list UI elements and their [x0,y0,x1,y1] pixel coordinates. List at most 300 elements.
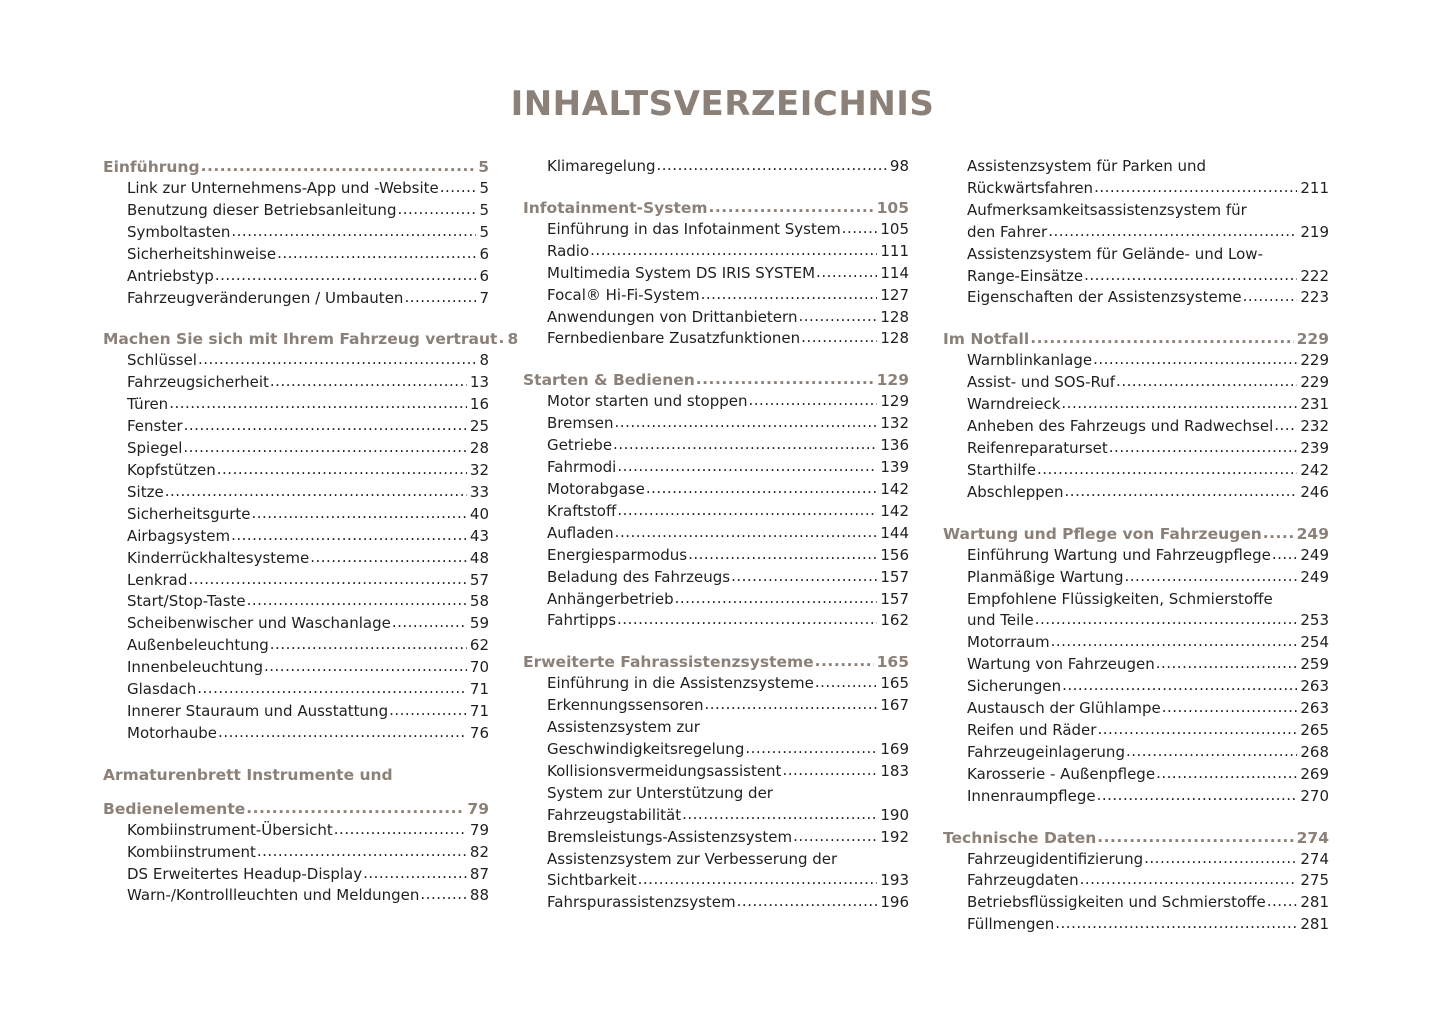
toc-section-page: 129 [876,371,909,390]
toc-entry-page: 6 [479,244,489,263]
toc-entry-label: Rückwärtsfahren [967,178,1094,197]
toc-entry[interactable] [523,156,909,178]
toc-entry-label: Einführung in das Infotainment System [547,219,841,238]
toc-entry-label: Fahrmodi [547,458,617,477]
toc-entry[interactable] [523,501,909,523]
toc-entry[interactable] [943,287,1329,309]
toc-entry-page: 232 [1300,417,1329,436]
dot-leader [1243,286,1298,308]
toc-entry-page: 196 [880,893,909,912]
toc-entry[interactable] [523,413,909,435]
toc-section-heading[interactable] [523,359,909,391]
toc-entry-label: Einführung Wartung und Fahrzeugpflege [967,545,1271,564]
toc-section-heading[interactable] [523,641,909,673]
toc-entry-page: 263 [1300,677,1329,696]
toc-entry-page: 231 [1300,395,1329,414]
dot-leader [782,760,877,782]
toc-entry-label: Kinderrückhaltesysteme [127,548,310,567]
toc-entry-page: 142 [880,479,909,498]
toc-entry-label: Reifen und Räder [967,720,1097,739]
toc-entry[interactable] [103,222,489,244]
toc-entry[interactable] [523,827,909,849]
toc-entry[interactable] [943,394,1329,416]
toc-entry[interactable] [523,695,909,717]
toc-section-page: 229 [1296,330,1329,349]
toc-entry[interactable] [103,864,489,886]
toc-entry-page: 157 [880,589,909,608]
dot-leader [1156,763,1297,785]
toc-entry-page: 48 [469,548,489,567]
toc-entry-label: Innenbeleuchtung [127,658,263,677]
toc-entry-label: Kombiinstrument [127,842,256,861]
toc-entry-last-line [547,739,909,761]
toc-section-page: 105 [876,198,909,217]
toc-entry-last-line [547,805,909,827]
toc-entry[interactable] [943,870,1329,892]
toc-section [523,641,909,914]
toc-section-title: Technische Daten [943,828,1097,847]
toc-entry-label: Geschwindigkeitsregelung [547,740,745,759]
toc-entry-label: Motorhaube [127,723,218,742]
toc-entry[interactable] [103,570,489,592]
dot-leader [231,525,467,547]
toc-entry-page: 79 [469,820,489,839]
toc-entry-page: 5 [479,200,489,219]
toc-entry[interactable] [943,786,1329,808]
toc-entry-page: 169 [880,740,909,759]
toc-entry-page: 242 [1300,460,1329,479]
toc-entry-page: 142 [880,501,909,520]
toc-entry[interactable] [523,457,909,479]
toc-entry-page: 190 [880,805,909,824]
toc-entry-page: 58 [469,592,489,611]
toc-section-title: Erweiterte Fahrassistenzsysteme [523,653,814,672]
toc-entry-last-line [967,610,1329,632]
dot-leader [1097,826,1293,848]
dot-leader [498,327,504,349]
toc-entry-page: 165 [880,674,909,693]
toc-entry[interactable] [523,391,909,413]
dot-leader [1156,653,1298,675]
toc-section-page: 249 [1296,524,1329,543]
toc-entry[interactable] [103,266,489,288]
toc-entry[interactable] [103,548,489,570]
toc-entry-page: 136 [880,436,909,455]
toc-entry-page: 105 [880,219,909,238]
toc-entry-label: Multimedia System DS IRIS SYSTEM [547,263,816,282]
toc-entry-label: Schlüssel [127,351,197,370]
dot-leader [696,368,874,390]
dot-leader [590,240,877,262]
toc-entry-page: 274 [1300,849,1329,868]
toc-entry[interactable] [943,438,1329,460]
toc-entry[interactable] [943,764,1329,786]
dot-leader [246,797,464,819]
dot-leader [363,863,467,885]
dot-leader [1051,631,1298,653]
toc-entry-label-line-1: Assistenzsystem für Gelände- und Low- [967,244,1263,263]
toc-section [523,359,909,632]
toc-entry[interactable] [103,416,489,438]
toc-entry-page: 127 [880,285,909,304]
toc-entry[interactable] [103,591,489,613]
toc-entry-label: Aufladen [547,523,614,542]
toc-entry-page: 88 [469,886,489,905]
toc-entry[interactable] [103,679,489,701]
toc-entry[interactable] [103,372,489,394]
toc-entry[interactable] [523,673,909,695]
dot-leader [397,199,476,221]
toc-entry-label: Anwendungen von Drittanbietern [547,307,798,326]
toc-entry[interactable] [103,438,489,460]
dot-leader [270,634,467,656]
toc-entry-label: Fahrspurassistenzsystem [547,893,736,912]
toc-entry[interactable] [943,632,1329,654]
toc-entry-page: 249 [1300,545,1329,564]
dot-leader [1097,785,1298,807]
dot-leader [334,819,467,841]
toc-entry-page: 57 [469,570,489,589]
toc-entry[interactable] [103,350,489,372]
toc-entry-label: Range-Einsätze [967,266,1084,285]
toc-entry-label: Starthilfe [967,460,1036,479]
toc-entry-page: 132 [880,414,909,433]
toc-section-page: 5 [478,158,489,176]
toc-entry-label: Beladung des Fahrzeugs [547,567,731,586]
toc-entry-label: Sitze [127,482,164,501]
toc-entry[interactable] [523,479,909,501]
toc-section-heading[interactable] [103,318,519,350]
toc-entry[interactable] [523,219,909,241]
toc-entry-page: 71 [469,680,489,699]
toc-entry[interactable] [103,460,489,482]
toc-entry-page: 7 [479,288,489,307]
dot-leader [270,371,467,393]
toc-entry-label: Fahrzeugidentifizierung [967,849,1144,868]
dot-leader [1263,522,1294,544]
dot-leader [737,891,878,913]
dot-leader [257,841,467,863]
dot-leader [657,155,887,177]
toc-column-2 [523,156,909,923]
toc-entry-label: Warndreieck [967,395,1061,414]
toc-entry[interactable] [943,200,1329,244]
dot-leader [184,415,467,437]
toc-section [103,318,519,744]
toc-entry[interactable] [103,482,489,504]
dot-leader [277,243,476,265]
toc-entry[interactable] [523,849,909,893]
toc-entry-last-line [547,870,909,892]
toc-entry[interactable] [103,842,489,864]
toc-section-page: 165 [876,653,909,672]
dot-leader [615,412,878,434]
toc-entry-page: 32 [469,460,489,479]
toc-entry[interactable] [943,545,1329,567]
toc-entry[interactable] [523,435,909,457]
toc-entry-label: Füllmengen [967,915,1055,934]
dot-leader [1116,371,1297,393]
toc-entry-page: 265 [1300,720,1329,739]
toc-entry[interactable] [943,654,1329,676]
toc-entry-label: Innenraumpflege [967,786,1096,805]
dot-leader [709,196,874,218]
toc-entry-label: Reifenreparaturset [967,438,1108,457]
toc-entry-label: Fahrzeugsicherheit [127,373,269,392]
toc-entry-page: 6 [479,266,489,285]
toc-entry-label: Betriebsflüssigkeiten und Schmierstoffe [967,893,1266,912]
toc-section-page: 8 [507,330,519,349]
toc-entry[interactable] [943,742,1329,764]
toc-entry-page: 139 [880,458,909,477]
dot-leader [1065,481,1298,503]
toc-entry[interactable] [523,328,909,350]
toc-entry-label: Anhängerbetrieb [547,589,674,608]
toc-entry-label: Bremsleistungs-Assistenzsystem [547,827,793,846]
dot-leader [1062,675,1297,697]
dot-leader [404,287,476,309]
toc-entry[interactable] [523,783,909,827]
dot-leader [198,349,476,371]
dot-leader [264,656,467,678]
toc-entry[interactable] [523,241,909,263]
dot-leader [1061,393,1297,415]
toc-entry-label: den Fahrer [967,222,1048,241]
toc-entry-page: 219 [1300,222,1329,241]
toc-entry-label: Kombiinstrument-Übersicht [127,820,333,839]
toc-entry-label: Bremsen [547,414,614,433]
dot-leader [218,722,467,744]
toc-entry[interactable] [943,482,1329,504]
toc-entry-label: Karosserie - Außenpflege [967,764,1156,783]
toc-entry[interactable] [103,820,489,842]
toc-section-title: Wartung und Pflege von Fahrzeugen [943,524,1262,543]
toc-section-heading[interactable] [943,513,1329,545]
dot-leader [1125,566,1298,588]
toc-entry[interactable] [943,892,1329,914]
toc-entry[interactable] [103,701,489,723]
toc-entry-page: 249 [1300,567,1329,586]
dot-leader [675,588,878,610]
toc-entry[interactable] [103,394,489,416]
toc-entry-page: 268 [1300,742,1329,761]
toc-entry-label-line-1: Assistenzsystem zur Verbesserung der [547,849,838,868]
toc-entry-page: 222 [1300,266,1329,285]
toc-entry[interactable] [523,761,909,783]
toc-entry-label: Fahrtipps [547,611,617,630]
toc-section [103,754,489,908]
toc-entry[interactable] [523,523,909,545]
toc-entry[interactable] [943,676,1329,698]
toc-entry-page: 33 [469,482,489,501]
toc-entry-label: Einführung in die Assistenzsysteme [547,674,814,693]
toc-entry[interactable] [523,263,909,285]
toc-entry-page: 13 [469,373,489,392]
toc-section-heading[interactable] [943,318,1329,350]
dot-leader [1048,221,1297,243]
dot-leader [1109,437,1298,459]
toc-section-heading[interactable] [523,187,909,219]
toc-entry[interactable] [103,657,489,679]
toc-entry-label-line-1: System zur Unterstützung der [547,783,773,802]
toc-entry-page: 157 [880,567,909,586]
toc-entry-page: 16 [469,395,489,414]
toc-entry-last-line [967,222,1329,244]
toc-entry[interactable] [103,200,489,222]
toc-section [943,318,1329,503]
toc-entry[interactable] [103,885,489,907]
dot-leader [638,869,878,891]
toc-section-heading[interactable] [103,798,489,820]
toc-entry[interactable] [523,567,909,589]
toc-entry-label: Klimaregelung [547,157,656,175]
toc-entry[interactable] [523,892,909,914]
toc-entry-page: 28 [469,439,489,458]
toc-section-title: Starten & Bedienen [523,371,695,390]
dot-leader [188,569,467,591]
dot-leader [165,481,467,503]
dot-leader [815,650,874,672]
dot-leader [183,437,467,459]
toc-entry-last-line [967,178,1329,200]
toc-entry[interactable] [523,545,909,567]
dot-leader [815,672,877,694]
toc-entry-label: und Teile [967,611,1034,630]
dot-leader [731,566,877,588]
toc-entry-page: 71 [469,701,489,720]
toc-entry-label: Fahrzeugeinlagerung [967,742,1125,761]
toc-entry-label: Türen [127,395,169,414]
toc-entry-label: Fahrzeugveränderungen / Umbauten [127,288,404,307]
toc-entry-page: 144 [880,523,909,542]
toc-entry[interactable] [103,635,489,657]
toc-entry[interactable] [943,244,1329,288]
toc-section-title: Im Notfall [943,330,1030,349]
dot-leader [440,177,477,199]
dot-leader [1097,719,1297,741]
toc-continued-entries [943,156,1329,309]
toc-entry[interactable] [103,288,489,310]
toc-entry[interactable] [943,416,1329,438]
toc-entry[interactable] [943,372,1329,394]
dot-leader [1274,415,1297,437]
toc-section-title: Infotainment-System [523,198,708,217]
toc-entry-label: Innerer Stauraum und Ausstattung [127,701,389,720]
toc-entry-label: Fahrzeugstabilität [547,805,682,824]
toc-entry-page: 253 [1300,611,1329,630]
dot-leader [217,459,467,481]
toc-entry-label: Antriebstyp [127,266,214,285]
toc-continued-entries [523,156,909,178]
dot-leader [617,456,877,478]
dot-leader [1055,913,1297,935]
dot-leader [617,500,877,522]
toc-entry-label: Motor starten und stoppen [547,392,748,411]
toc-entry[interactable] [523,717,909,761]
toc-section-title: Einführung [103,158,200,176]
dot-leader [816,262,877,284]
toc-entry-page: 275 [1300,871,1329,890]
toc-entry-page: 229 [1300,351,1329,370]
toc-entry[interactable] [103,244,489,266]
dot-leader [1093,349,1297,371]
dot-leader [247,590,467,612]
dot-leader [310,547,467,569]
toc-entry[interactable] [943,567,1329,589]
dot-leader [793,826,877,848]
toc-entry[interactable] [943,698,1329,720]
toc-entry[interactable] [103,504,489,526]
toc-entry-label: DS Erweitertes Headup-Display [127,864,363,883]
toc-entry[interactable] [943,589,1329,633]
toc-entry[interactable] [523,307,909,329]
toc-entry-label: Energiesparmodus [547,545,688,564]
dot-leader [197,678,467,700]
toc-entry[interactable] [943,720,1329,742]
dot-leader [231,221,476,243]
toc-entry-label: Start/Stop-Taste [127,592,246,611]
toc-entry-label: Kraftstoff [547,501,617,520]
dot-leader [201,155,476,177]
toc-entry-page: 156 [880,545,909,564]
dot-leader [798,306,877,328]
toc-entry[interactable] [103,178,489,200]
toc-entry[interactable] [943,156,1329,200]
dot-leader [1030,327,1293,349]
toc-entry[interactable] [943,914,1329,936]
toc-entry-label: Warn-/Kontrollleuchten und Meldungen [127,886,420,905]
toc-section-heading[interactable] [943,817,1329,849]
toc-entry-label: Warnblinkanlage [967,351,1093,370]
toc-section-page: 274 [1296,828,1329,847]
toc-entry[interactable] [943,849,1329,871]
toc-entry-label-line-1: Assistenzsystem zur [547,718,700,737]
toc-entry[interactable] [103,723,489,745]
toc-entry[interactable] [943,460,1329,482]
toc-entry-label: Eigenschaften der Assistenzsysteme [967,288,1242,307]
toc-entry-page: 5 [479,179,489,197]
toc-entry[interactable] [523,285,909,307]
toc-entry-label: Anheben des Fahrzeugs und Radwechsel [967,417,1274,436]
toc-entry[interactable] [943,350,1329,372]
dot-leader [389,700,467,722]
toc-entry[interactable] [523,610,909,632]
toc-section-heading[interactable] [103,156,489,178]
toc-entry[interactable] [103,526,489,548]
dot-leader [1144,848,1297,870]
toc-entry-page: 128 [880,307,909,326]
dot-leader [705,694,878,716]
toc-entry-page: 162 [880,611,909,630]
toc-entry-label: Spiegel [127,439,183,458]
dot-leader [745,738,877,760]
toc-entry-page: 270 [1300,786,1329,805]
dot-leader [688,544,877,566]
toc-entry-page: 281 [1300,915,1329,934]
toc-entry-page: 43 [469,526,489,545]
toc-entry-page: 229 [1300,373,1329,392]
toc-entry-page: 5 [479,222,489,241]
toc-entry-label: Symboltasten [127,222,231,241]
toc-entry-page: 193 [880,871,909,890]
toc-entry-label: Sicherungen [967,677,1062,696]
toc-entry[interactable] [103,613,489,635]
toc-section-page: 79 [467,799,489,818]
toc-entry[interactable] [523,589,909,611]
toc-entry-label: Fernbedienbare Zusatzfunktionen [547,329,801,348]
toc-entry-label: Getriebe [547,436,613,455]
toc-entry-page: 211 [1300,178,1329,197]
